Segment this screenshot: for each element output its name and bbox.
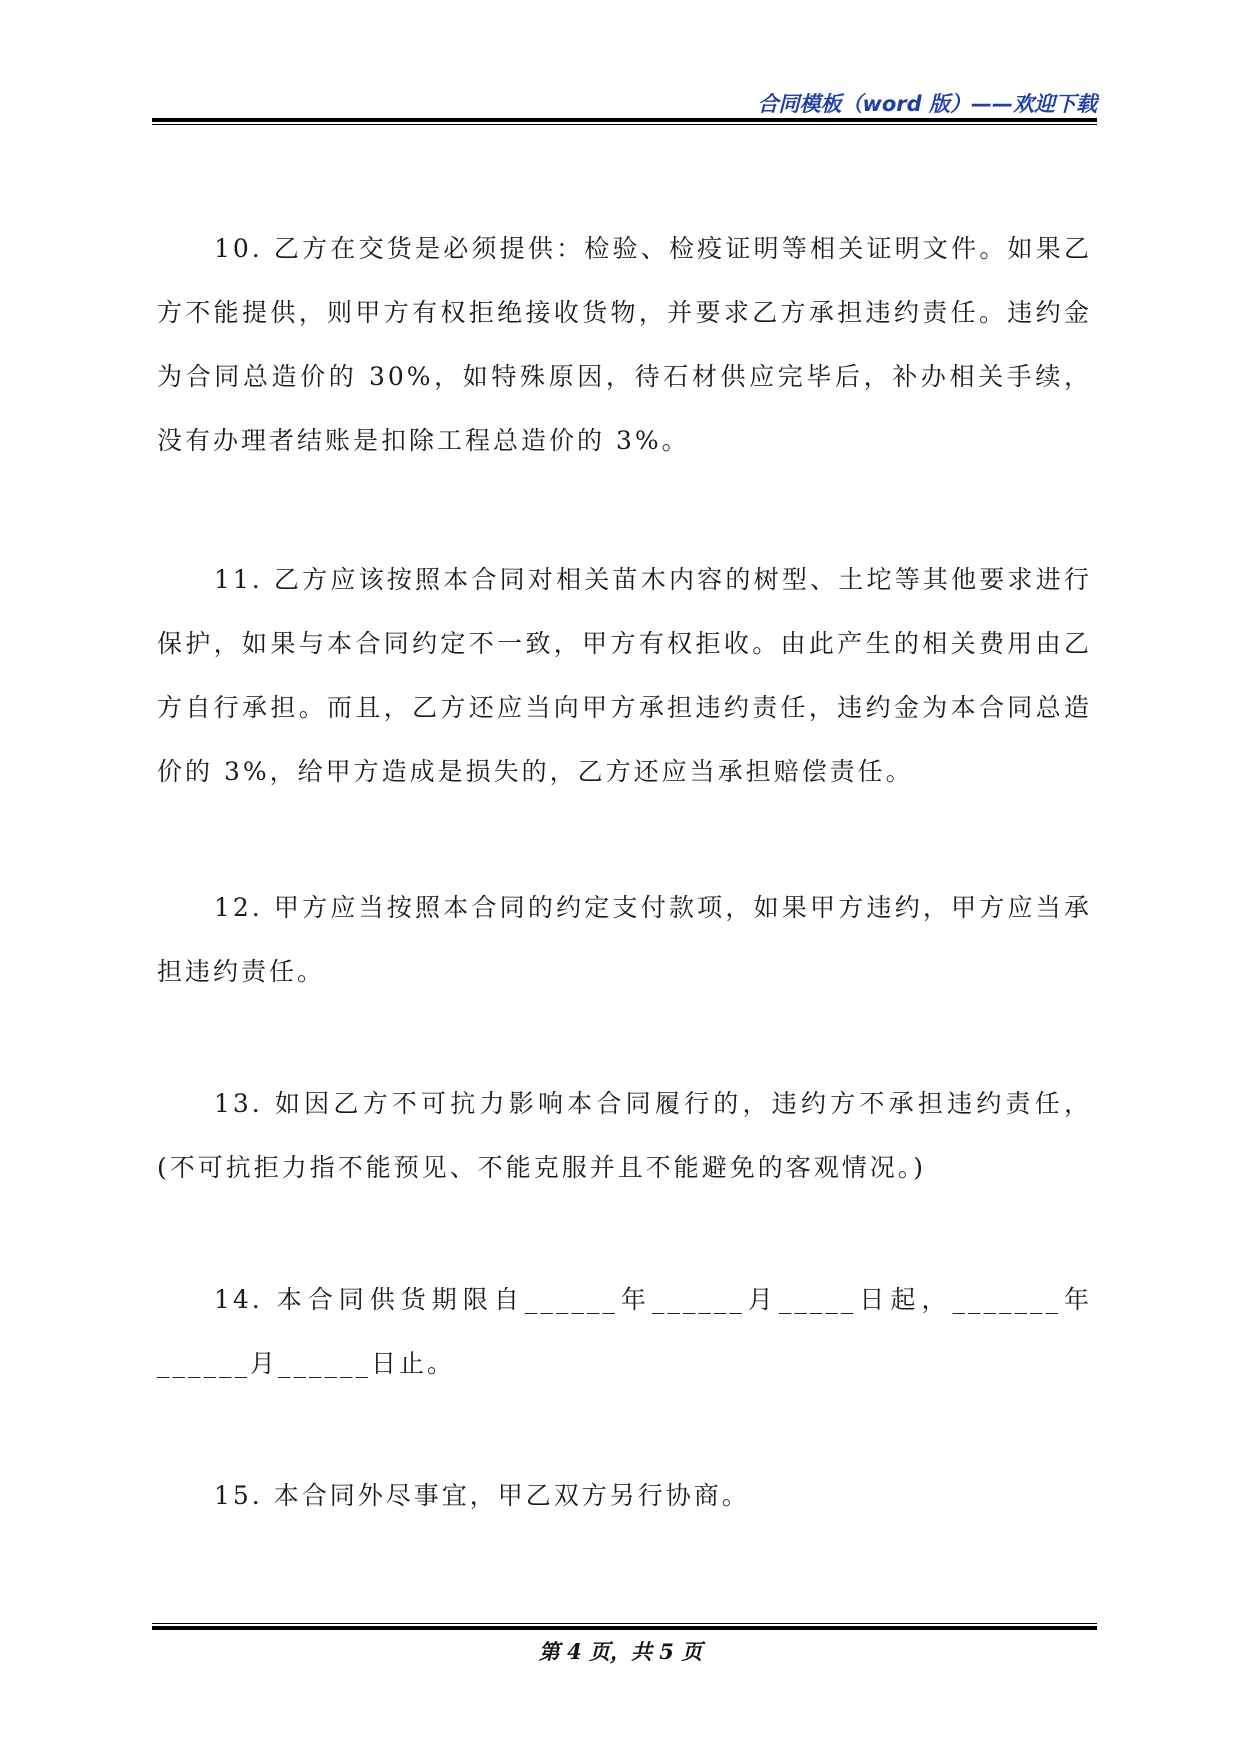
document-header-title: 合同模板（word 版）——欢迎下载	[757, 92, 1097, 116]
clause-12-paragraph: 12. 甲方应当按照本合同的约定支付款项，如果甲方违约，甲方应当承担违约责任。	[157, 893, 1092, 986]
clause-13-paragraph: 13. 如因乙方不可抗力影响本合同履行的，违约方不承担违约责任，(不可抗拒力指不能预见、不能克服并且不能避免的客观情况。)	[157, 1089, 1092, 1182]
header-rule-thin	[152, 124, 1097, 125]
header-rule-thick	[152, 118, 1097, 122]
footer-rule-thin	[152, 1623, 1097, 1624]
page-number: 第 4 页，共 5 页	[538, 1639, 703, 1664]
clause-14-paragraph: 14. 本合同供货期限自______年______月_____日起，_______年______月______日止。	[157, 1285, 1092, 1378]
footer-rule-thick	[152, 1626, 1097, 1630]
clause-11-paragraph: 11. 乙方应该按照本合同对相关苗木内容的树型、土坨等其他要求进行保护，如果与本合同约定不一致，甲方有权拒收。由此产生的相关费用由乙方自行承担。而且，乙方还应当向甲方承担违约责任，违约金为本合同总造价的 3%，给甲方造成是损失的，乙方还应当承担赔偿责任。	[157, 565, 1092, 786]
clause-10-paragraph: 10. 乙方在交货是必须提供：检验、检疫证明等相关证明文件。如果乙方不能提供，则甲方有权拒绝接收货物，并要求乙方承担违约责任。违约金为合同总造价的 30%，如特殊原因，待石材供应完毕后，补办相关手续，没有办理者结账是扣除工程总造价的 3%。	[157, 234, 1092, 455]
clause-15-paragraph: 15. 本合同外尽事宜，甲乙双方另行协商。	[214, 1481, 750, 1510]
